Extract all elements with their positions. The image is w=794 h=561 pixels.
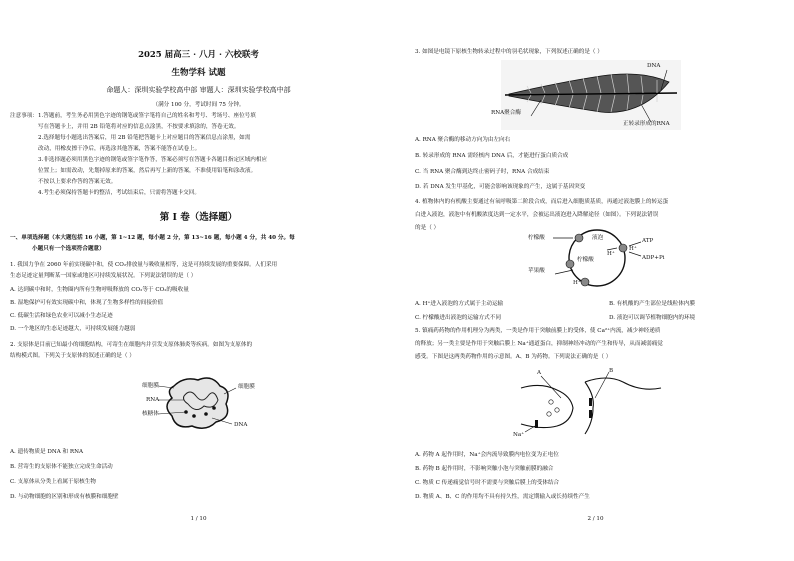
part1-title: 第 I 卷（选择题）: [159, 212, 238, 223]
transporter-bottom: [581, 278, 589, 286]
q1-stem: 1. 我国力争在 2060 年前实现碳中和，使 CO₂排放量与吸收量相等，这是可持续发展的重要保障。人们采用: [10, 262, 278, 268]
receptor: [589, 410, 592, 418]
ribosome-dot: [204, 412, 208, 416]
q5-option-c: C. 物质 C 传递痛觉信号时不需要与突触后膜上的受体结合: [415, 480, 560, 486]
notice-line: 写在答题卡上，并用 2B 铅笔将对应的信息点涂黑，不按要求填涂的，答卷无效。: [38, 124, 240, 130]
q5-stem: 的释放；另一类主要是作用于突触后膜上 Na⁺通道蛋白，抑制神经冲动的产生和传导，从而减弱痛觉: [415, 341, 663, 347]
arrow: [541, 376, 561, 398]
q5-option-b: B. 药物 B 起作用时，不影响突触小泡与突触前膜的融合: [415, 466, 554, 472]
q4-option-d: D. 液泡可以调节植物细胞内的环境: [609, 315, 696, 321]
notice-line: 3.非选择题必须用黑色字迹的钢笔或签字笔作答，答案必须写在答题卡各题目指定区域内相应: [38, 157, 268, 163]
label-transcribed-rna: 正转录形成的RNA: [623, 121, 670, 127]
page-number: 2 / 10: [587, 516, 604, 522]
notice-line: 注意事项：1.答题前，考生务必用黑色字迹的钢笔或签字笔将自己的姓名和考号、考场号、座位号填: [10, 113, 256, 119]
label-malate: 苹果酸: [528, 268, 545, 274]
q3-option-b: B. 转录形成的 RNA 需经核内 DNA 后，才能进行蛋白质合成: [415, 153, 569, 159]
section1-heading: 一、单项选择题（本大题包括 16 小题，第 1~12 题，每小题 2 分，第 13~16 题，每小题 4 分，共 40 分。每: [10, 235, 295, 241]
notice-line: 改动，用橡皮擦干净后，再选涂其他答案，答案不能答在试卷上。: [38, 146, 201, 152]
label-h-plus-3: H⁺: [573, 280, 581, 286]
label-atp: ATP: [642, 238, 654, 244]
q2-stem: 结构模式图。下列关于支原体的叙述正确的是（ ）: [10, 353, 135, 359]
right-page: [397, 0, 794, 561]
q4-option-c: C. 柠檬酸进出液泡的运输方式不同: [415, 315, 501, 321]
q1-option-d: D. 一个地区的生态足迹越大，可持续发展能力越弱: [10, 326, 136, 332]
synaptic-vesicle: [547, 412, 551, 416]
label-cell-membrane-left: 细胞膜: [142, 383, 159, 389]
arrow: [525, 426, 535, 432]
na-channel: [535, 420, 538, 428]
presynaptic-terminal: [521, 385, 573, 427]
exam-title: 2025 届高三 · 八月 · 六校联考: [138, 50, 259, 60]
q2-option-a: A. 遗传物质是 DNA 和 RNA: [10, 449, 84, 455]
ribosome-dot: [192, 414, 196, 418]
arrow: [555, 270, 573, 274]
synaptic-vesicle: [555, 408, 559, 412]
q2-option-d: D. 与动物细胞的区别和形成有核膜和细胞壁: [10, 494, 119, 500]
ribosome-dot: [212, 406, 216, 410]
q3-stem: 3. 如图是电镜下原核生物转录过程中的羽毛状现象，下列叙述正确的是（ ）: [415, 49, 603, 55]
cell-membrane-shape: [167, 378, 228, 428]
label-citrate-top: 柠檬酸: [528, 235, 545, 241]
transporter-top: [575, 234, 583, 242]
q4-stem: 的是（ ）: [415, 225, 440, 231]
q3-option-d: D. 若 DNA 发生甲基化，可能会影响该现象的产生，这属于基因突变: [415, 184, 586, 190]
label-h-plus-2: H⁺: [607, 251, 615, 257]
transporter-left: [566, 260, 574, 268]
label-dna-q3: DNA: [647, 63, 661, 69]
q1-option-c: C. 低碳生活和绿色农业可以减小生态足迹: [10, 313, 113, 319]
exam-authors: 命题人：深圳实验学校高中部 审题人：深圳实验学校高中部: [106, 86, 291, 94]
q5-stem: 感受。下图是这两类药物作用的示意图。A、B 为药物。下列说法正确的是（ ）: [415, 354, 612, 360]
q1-stem: 生态足迹定量判断某一国家或地区可持续发展状况。下列说法错误的是（ ）: [10, 273, 197, 279]
q5-option-a: A. 药物 A 起作用时，Na⁺会内流导致膜内电位变为正电位: [415, 452, 559, 458]
q1-option-a: A. 达到碳中和时，生物圈内所有生物呼吸释放的 CO₂等于 CO₂的吸收量: [10, 287, 189, 293]
q4-stem: 4. 植物体内的有机酸主要通过有氧呼吸第二阶段合成，而后进入细胞质基质，再通过液泡膜上的转运蛋: [415, 199, 669, 205]
receptor: [589, 398, 592, 406]
label-h-plus-1: H⁺: [629, 246, 637, 252]
label-vacuole: 液泡: [592, 235, 604, 241]
notice-line: 4.考生必须保持答题卡的整洁，考试结束后，只需将答题卡交回。: [38, 190, 200, 196]
label-rna-polymerase: RNA聚合酶: [491, 110, 521, 116]
label-dna: DNA: [234, 422, 248, 428]
label-citrate-inner: 柠檬酸: [577, 257, 594, 263]
q2-stem: 2. 支原体是目前已知最小的细胞结构，可寄生在细胞内并引发支原体肺炎等疾病。如图为支原体的: [10, 342, 253, 348]
transcription-feather-image: [501, 60, 681, 130]
page-number: 1 / 10: [190, 516, 207, 522]
section1-heading: 小题只有一个选项符合题意）: [32, 246, 105, 252]
label-adp: ADP+Pi: [642, 255, 665, 261]
label-rna: RNA: [146, 397, 160, 403]
q4-stem: 白进入液泡，液泡中有机酸浓度达到一定水平，会被运出液泡进入降解途径（如图）。下列说法错误: [415, 212, 659, 218]
q3-option-a: A. RNA 聚合酶的移动方向为由左向右: [415, 137, 511, 143]
notice-line: 2.选择题每小题选出答案后，用 2B 铅笔把答题卡上对应题目的答案信息点涂黑，如需: [38, 135, 251, 141]
notice-line: 位置上；如需改动，先划掉原来的答案，然后再写上新的答案，不准使用铅笔和涂改液。: [38, 168, 257, 174]
q5-option-d: D. 物质 A、B、C 的作用均不具有持久性，需定期输入或长持续性产生: [415, 494, 590, 500]
exam-subtitle: 生物学科 试题: [171, 68, 226, 78]
notice-line: 不按以上要求作答的答案无效。: [38, 179, 117, 185]
synapse-diagram: [511, 368, 671, 440]
exam-score-time: （满分 100 分，考试时间 75 分钟。: [152, 102, 245, 108]
q4-option-b: B. 有机酸的产生部位是线粒体内膜: [609, 301, 695, 307]
q4-option-a: A. H⁺进入液泡的方式属于主动运输: [415, 301, 504, 307]
arrow: [595, 372, 609, 398]
label-na-plus: Na⁺: [513, 432, 525, 438]
label-cell-membrane-right: 细胞膜: [238, 384, 255, 390]
proton-pump: [619, 244, 627, 252]
postsynaptic-membrane: [585, 378, 661, 434]
q1-option-b: B. 湿地保护可有效实现碳中和，体现了生物多样性的间接价值: [10, 300, 164, 306]
q2-option-b: B. 营寄生的支原体不能独立完成生命活动: [10, 464, 113, 470]
label-drug-a: A: [537, 370, 542, 376]
synaptic-vesicle: [549, 400, 553, 404]
q5-stem: 5. 镇痛药药物的作用机理分为两类，一类是作用于突触前膜上的受体，使 Ca²⁺内流，减少神经递质: [415, 328, 661, 334]
label-drug-b: B: [609, 368, 614, 374]
q3-option-c: C. 当 RNA 聚合酶到达终止密码子时，RNA 合成结束: [415, 169, 550, 175]
label-ribosome: 核糖体: [142, 411, 159, 417]
q2-option-c: C. 支原体从分类上看属于原核生物: [10, 479, 96, 485]
